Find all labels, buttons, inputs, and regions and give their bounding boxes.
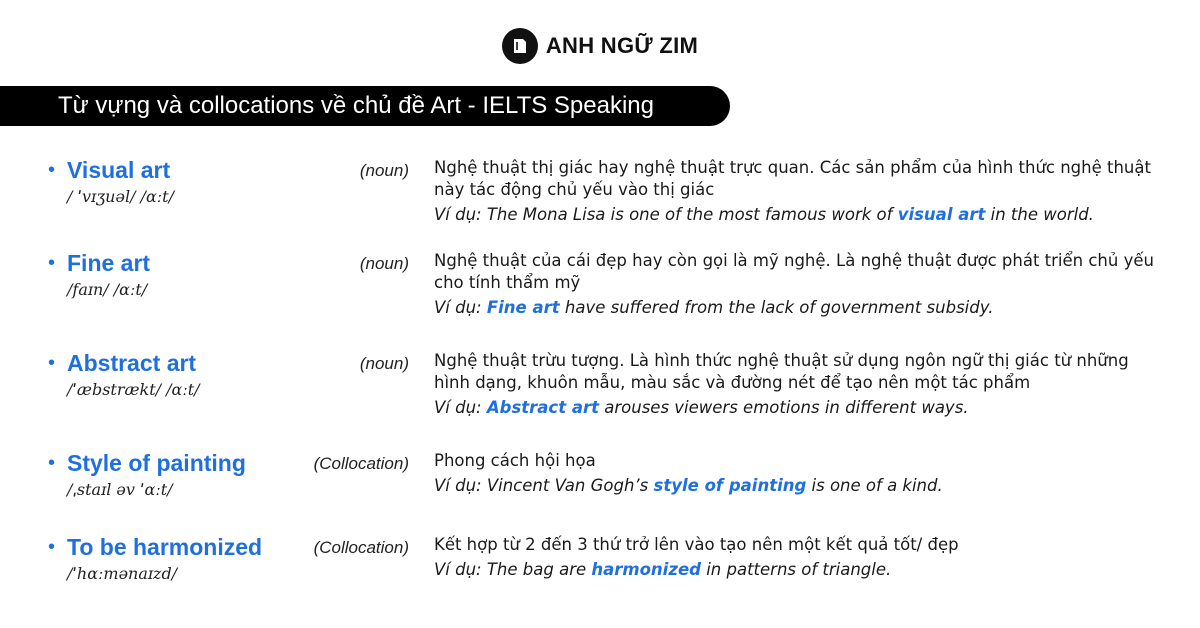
vocab-ipa: /ˈæbstrækt/ /ɑːt/ xyxy=(67,380,200,399)
vocab-ipa: /ˌstaɪl əv ˈɑːt/ xyxy=(67,480,173,499)
brand-name: ANH NGỮ ZIM xyxy=(545,33,699,58)
vocab-definition: Nghệ thuật trừu tượng. Là hình thức nghệ thuật sử dụng ngôn ngữ thị giác từ những hình dạng, khuôn mẫu, màu sắc và đường nét để tạo nên một tác phẩm xyxy=(434,351,1129,392)
example-highlight: Abstract art xyxy=(486,398,599,417)
vocab-ipa: /ˈhɑːmənaɪzd/ xyxy=(67,564,178,583)
vocab-term: Visual art xyxy=(67,157,171,183)
page-title: Từ vựng và collocations về chủ đề Art - IELTS Speaking xyxy=(58,92,654,119)
example-text-before: Vincent Van Gogh’s xyxy=(481,476,654,495)
vocab-pos: (Collocation) xyxy=(313,538,409,557)
example-label: Ví dụ: xyxy=(434,298,482,317)
title-bar xyxy=(0,86,730,126)
vocab-example xyxy=(434,204,1164,226)
example-label: Ví dụ: xyxy=(434,476,482,495)
example-text-after: is one of a kind. xyxy=(806,476,943,495)
vocab-example xyxy=(434,559,1164,581)
example-text-after: in patterns of triangle. xyxy=(700,560,892,579)
example-text-before: The Mona Lisa is one of the most famous work of xyxy=(481,205,898,224)
vocab-definition-block xyxy=(434,250,1164,319)
vocab-example xyxy=(434,397,1164,419)
example-highlight: visual art xyxy=(897,205,986,224)
vocab-definition: Nghệ thuật thị giác hay nghệ thuật trực quan. Các sản phẩm của hình thức nghệ thuật này tác động chủ yếu vào thị giác xyxy=(434,158,1151,199)
example-highlight: style of painting xyxy=(653,476,807,495)
vocab-pos: (Collocation) xyxy=(313,454,409,473)
vocab-pos: (noun) xyxy=(359,354,409,373)
vocab-example xyxy=(434,297,1164,319)
brand-header xyxy=(0,28,1200,64)
vocab-term: Abstract art xyxy=(67,350,197,376)
vocab-term: To be harmonized xyxy=(67,534,263,560)
bullet-icon: • xyxy=(48,452,56,474)
vocab-ipa: / ˈvɪʒuəl/ /ɑːt/ xyxy=(67,187,174,206)
vocab-pos: (noun) xyxy=(359,254,409,273)
vocab-definition-block xyxy=(434,534,1164,581)
vocab-example xyxy=(434,475,1164,497)
bullet-icon: • xyxy=(48,352,56,374)
bullet-icon: • xyxy=(48,252,56,274)
example-text-after: in the world. xyxy=(985,205,1094,224)
example-highlight: Fine art xyxy=(486,298,560,317)
bullet-icon: • xyxy=(48,536,56,558)
example-text-before: The bag are xyxy=(481,560,592,579)
bullet-icon: • xyxy=(48,159,56,181)
example-label: Ví dụ: xyxy=(434,398,482,417)
example-label: Ví dụ: xyxy=(434,560,482,579)
vocab-definition: Phong cách hội họa xyxy=(434,451,596,470)
vocab-definition-block xyxy=(434,450,1164,497)
vocab-definition-block xyxy=(434,350,1164,419)
vocab-term: Style of painting xyxy=(67,450,246,476)
book-icon xyxy=(502,28,538,64)
vocab-ipa: /faɪn/ /ɑːt/ xyxy=(67,280,148,299)
vocab-pos: (noun) xyxy=(359,161,409,180)
example-text-after: have suffered from the lack of government subsidy. xyxy=(559,298,994,317)
example-text-after: arouses viewers emotions in different ways. xyxy=(599,398,969,417)
vocab-term: Fine art xyxy=(67,250,151,276)
example-label: Ví dụ: xyxy=(434,205,482,224)
vocab-definition: Kết hợp từ 2 đến 3 thứ trở lên vào tạo nên một kết quả tốt/ đẹp xyxy=(434,535,959,554)
vocab-definition-block xyxy=(434,157,1164,226)
vocab-definition: Nghệ thuật của cái đẹp hay còn gọi là mỹ nghệ. Là nghệ thuật được phát triển chủ yếu cho tính thẩm mỹ xyxy=(434,251,1154,292)
example-highlight: harmonized xyxy=(591,560,701,579)
